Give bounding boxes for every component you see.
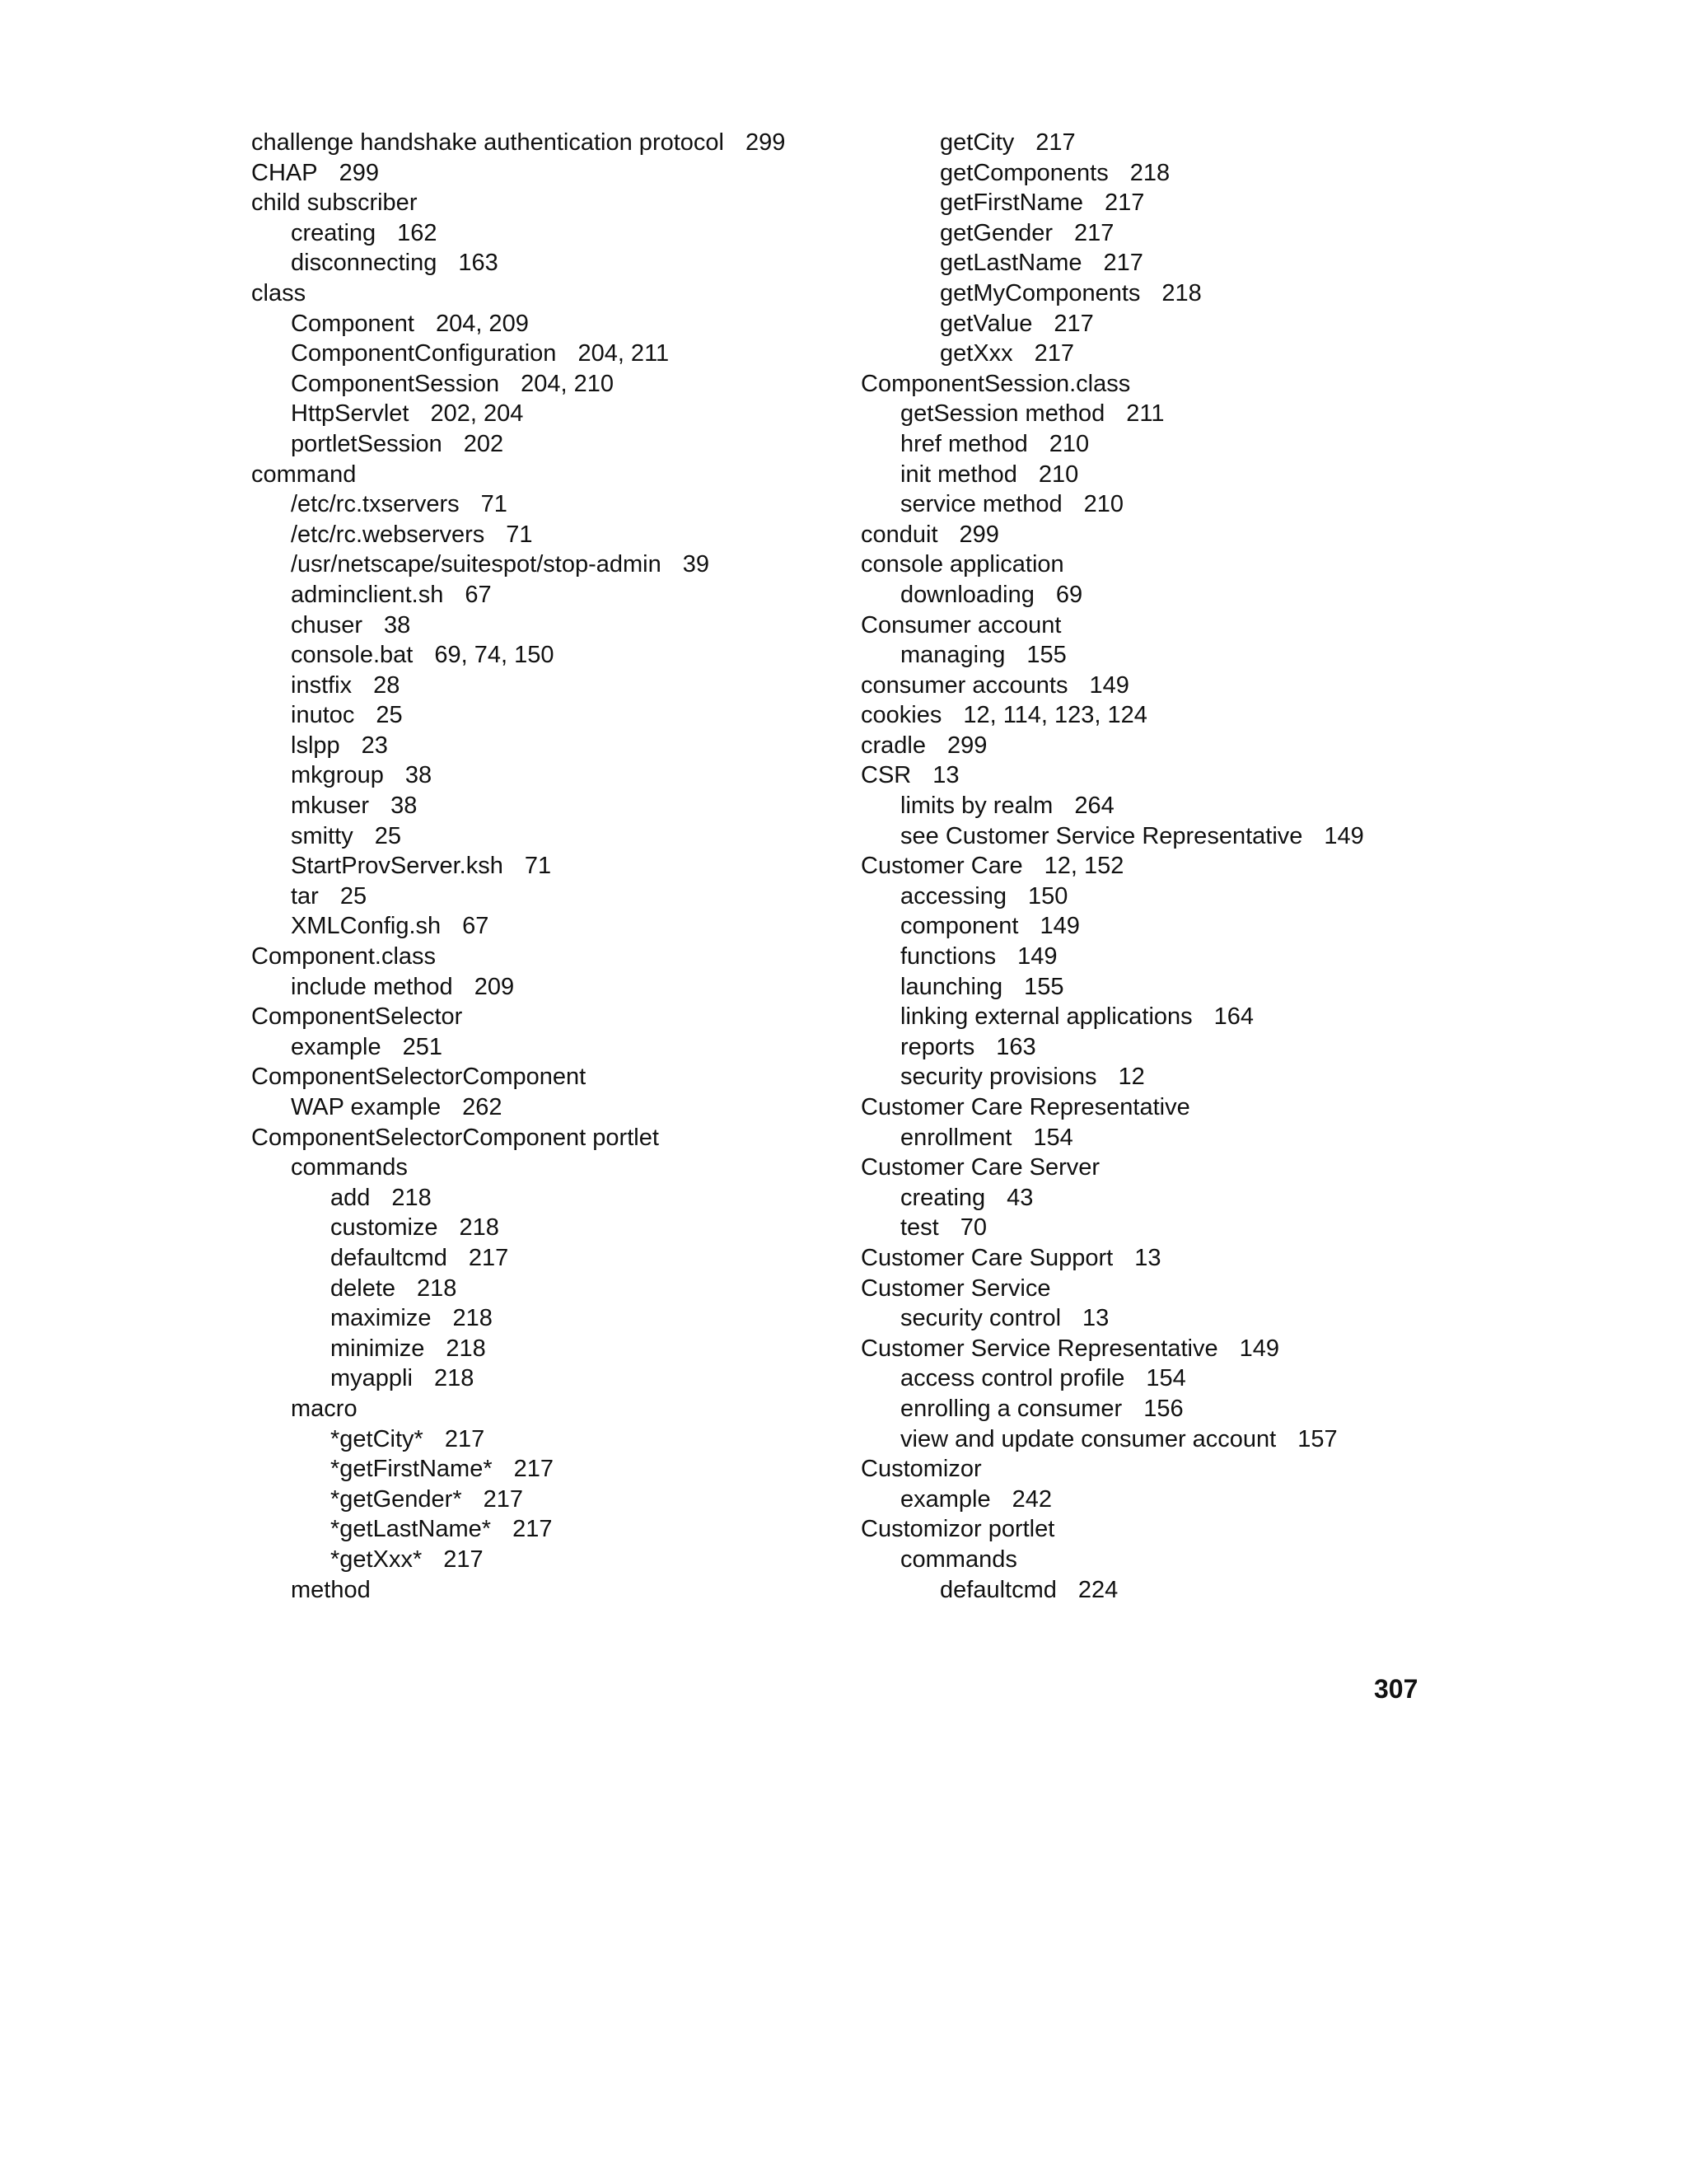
index-entry <box>251 1092 844 1123</box>
index-page-refs: 149 <box>1324 822 1364 849</box>
index-entry <box>861 128 1454 158</box>
index-entry <box>861 1213 1454 1243</box>
index-page-refs: 251 <box>402 1033 443 1060</box>
index-term: ComponentSelectorComponent portlet <box>251 1124 659 1151</box>
index-term: *getCity* <box>330 1425 423 1452</box>
index-page-refs: 149 <box>1017 943 1058 970</box>
index-page-refs: 210 <box>1038 461 1079 488</box>
index-term: Customer Care Representative <box>861 1094 1190 1120</box>
index-page-refs: 217 <box>1074 219 1115 246</box>
index-term: security provisions <box>900 1064 1097 1091</box>
index-page-refs: 217 <box>1105 189 1145 217</box>
index-entry <box>251 791 844 821</box>
index-page-refs: 299 <box>339 159 379 186</box>
index-term: consumer accounts <box>861 671 1068 699</box>
index-entry <box>861 882 1454 912</box>
index-term: href method <box>900 430 1028 457</box>
index-term: challenge handshake authentication protocol <box>251 129 724 156</box>
index-term: ComponentSession.class <box>861 370 1131 397</box>
index-term: component <box>900 913 1019 940</box>
index-term: portletSession <box>291 430 442 457</box>
index-page-refs: 264 <box>1074 793 1115 820</box>
index-page-refs: 217 <box>443 1546 484 1573</box>
index-term: lslpp <box>291 732 340 759</box>
index-page-refs: 155 <box>1026 642 1067 669</box>
index-page-refs: 23 <box>361 732 388 759</box>
index-entry <box>251 1485 844 1515</box>
index-term: Customizor portlet <box>861 1516 1055 1543</box>
index-entry <box>861 309 1454 339</box>
index-page-refs: 204, 209 <box>435 310 529 337</box>
index-page-refs: 217 <box>1054 310 1094 337</box>
index-entry <box>251 1334 844 1364</box>
index-page-refs: 210 <box>1083 491 1124 518</box>
index-entry <box>251 1062 844 1092</box>
index-term: include method <box>291 973 453 1000</box>
index-term: managing <box>900 642 1006 669</box>
index-page-refs: 67 <box>465 581 492 608</box>
index-entry <box>861 218 1454 249</box>
index-entry <box>251 1363 844 1394</box>
index-term: macro <box>291 1395 357 1422</box>
index-term: Component.class <box>251 943 437 970</box>
index-entry <box>861 942 1454 972</box>
index-page-refs: 43 <box>1007 1184 1034 1211</box>
index-entry <box>861 369 1454 400</box>
index-entry <box>861 1424 1454 1455</box>
index-entry <box>251 942 844 972</box>
index-entry <box>861 1243 1454 1274</box>
index-entry <box>861 520 1454 550</box>
index-page-refs: 299 <box>947 732 988 759</box>
index-entry <box>861 1183 1454 1214</box>
index-entry <box>861 248 1454 278</box>
index-entry <box>861 1363 1454 1394</box>
index-term: method <box>291 1576 371 1603</box>
index-term: mkgroup <box>291 762 384 789</box>
index-entry <box>861 731 1454 761</box>
index-entry <box>861 339 1454 369</box>
index-page-refs: 163 <box>458 250 498 277</box>
index-term: inutoc <box>291 702 355 729</box>
index-term: WAP example <box>291 1094 442 1120</box>
index-entry <box>251 248 844 278</box>
index-term: XMLConfig.sh <box>291 913 442 940</box>
index-term: enrollment <box>900 1124 1012 1151</box>
index-entry <box>861 580 1454 610</box>
index-entry <box>251 369 844 400</box>
index-entry <box>251 460 844 490</box>
index-term: cradle <box>861 732 926 759</box>
index-entry <box>251 309 844 339</box>
index-entry <box>251 1424 844 1455</box>
index-page-refs: 39 <box>682 551 710 578</box>
index-term: test <box>900 1214 939 1242</box>
index-term: access control profile <box>900 1365 1125 1392</box>
index-term: customize <box>330 1214 438 1242</box>
index-page-refs: 202 <box>463 430 504 457</box>
index-term: getComponents <box>940 159 1109 186</box>
index-term: adminclient.sh <box>291 581 444 608</box>
index-entry <box>251 882 844 912</box>
index-term: creating <box>900 1184 986 1211</box>
index-entry <box>251 399 844 429</box>
index-page-refs: 12, 152 <box>1044 853 1124 880</box>
index-entry <box>251 1123 844 1153</box>
index-term: Customer Service Representative <box>861 1335 1218 1362</box>
index-term: functions <box>900 943 997 970</box>
index-term: getFirstName <box>940 189 1084 217</box>
index-term: Customer Service <box>861 1274 1051 1302</box>
index-entry <box>251 1454 844 1485</box>
index-page-refs: 224 <box>1077 1576 1119 1603</box>
index-term: /etc/rc.webservers <box>291 521 485 548</box>
index-entry <box>861 489 1454 520</box>
index-page-refs: 204, 210 <box>521 370 614 397</box>
index-term: defaultcmd <box>330 1244 447 1271</box>
index-entry <box>251 760 844 791</box>
index-term: defaultcmd <box>940 1576 1057 1603</box>
index-entry <box>251 429 844 460</box>
index-page-refs: 204, 211 <box>577 340 670 367</box>
index-page-refs: 218 <box>1161 279 1202 306</box>
index-term: add <box>330 1184 371 1211</box>
index-entry <box>251 489 844 520</box>
index-page-refs: 217 <box>513 1456 554 1483</box>
index-page-refs: 209 <box>474 973 515 1000</box>
index-page-refs: 156 <box>1143 1395 1184 1422</box>
index-page-refs: 38 <box>384 611 411 638</box>
index-term: downloading <box>900 581 1035 608</box>
index-entry <box>251 1575 844 1606</box>
index-term: /etc/rc.txservers <box>291 491 460 518</box>
index-entry <box>861 1454 1454 1485</box>
index-term: enrolling a consumer <box>900 1395 1123 1422</box>
index-term: view and update consumer account <box>900 1425 1277 1452</box>
index-entry <box>861 278 1454 309</box>
index-term: commands <box>291 1154 408 1181</box>
index-page-refs: 71 <box>524 853 552 880</box>
index-page-refs: 299 <box>745 129 786 156</box>
index-term: tar <box>291 882 319 910</box>
index-term: console.bat <box>291 642 414 669</box>
index-term: myappli <box>330 1365 413 1392</box>
index-term: Customizor <box>861 1456 982 1483</box>
index-page-refs: 38 <box>390 793 418 820</box>
index-term: instfix <box>291 671 353 699</box>
index-page-refs: 218 <box>433 1365 474 1392</box>
index-column-left <box>251 128 844 1605</box>
index-term: limits by realm <box>900 793 1054 820</box>
index-entry <box>861 821 1454 852</box>
index-term: StartProvServer.ksh <box>291 853 503 880</box>
index-entry <box>861 429 1454 460</box>
index-entry <box>861 1032 1454 1063</box>
index-entry <box>861 1062 1454 1092</box>
index-term: *getFirstName* <box>330 1456 493 1483</box>
index-page-refs: 218 <box>391 1184 432 1211</box>
index-term: launching <box>900 973 1003 1000</box>
index-entry <box>251 821 844 852</box>
index-term: CHAP <box>251 159 318 186</box>
index-page-refs: 218 <box>1129 159 1171 186</box>
index-term: init method <box>900 461 1017 488</box>
index-page-refs: 149 <box>1239 1335 1279 1362</box>
index-term: *getLastName* <box>330 1516 492 1543</box>
index-page-refs: 157 <box>1297 1425 1338 1452</box>
index-term: class <box>251 279 306 306</box>
index-term: getLastName <box>940 250 1082 277</box>
index-page-refs: 25 <box>339 882 367 910</box>
index-term: HttpServlet <box>291 400 409 428</box>
index-entry <box>251 700 844 731</box>
index-entry <box>251 1153 844 1183</box>
index-term: getMyComponents <box>940 279 1141 306</box>
index-page-refs: 217 <box>444 1425 485 1452</box>
index-term: cookies <box>861 702 942 729</box>
index-term: getGender <box>940 219 1054 246</box>
index-term: see Customer Service Representative <box>900 822 1303 849</box>
index-entry <box>251 671 844 701</box>
index-page-refs: 217 <box>512 1516 553 1543</box>
index-page-refs: 217 <box>1035 129 1076 156</box>
index-term: Customer Care Support <box>861 1244 1114 1271</box>
index-term: commands <box>900 1546 1017 1573</box>
index-page-refs: 218 <box>417 1274 457 1302</box>
index-entry <box>861 1514 1454 1545</box>
index-term: command <box>251 461 357 488</box>
index-page-refs: 38 <box>404 762 432 789</box>
index-page-refs: 262 <box>462 1094 502 1120</box>
index-entry <box>251 911 844 942</box>
index-page-refs: 12 <box>1118 1064 1145 1091</box>
index-entry <box>251 1002 844 1032</box>
index-entry <box>251 610 844 641</box>
index-page-refs: 211 <box>1126 400 1165 428</box>
index-term: console application <box>861 551 1064 578</box>
index-term: reports <box>900 1033 975 1060</box>
index-entry <box>861 1274 1454 1304</box>
index-entry <box>251 1394 844 1424</box>
index-term: ComponentSelectorComponent <box>251 1064 586 1091</box>
index-entry <box>861 700 1454 731</box>
index-term: getSession method <box>900 400 1105 428</box>
index-page-refs: 13 <box>1082 1305 1110 1332</box>
index-entry <box>251 731 844 761</box>
index-entry <box>251 580 844 610</box>
index-term: Consumer account <box>861 611 1062 638</box>
index-page-refs: 71 <box>506 521 533 548</box>
index-term: security control <box>900 1305 1062 1332</box>
index-page-refs: 202, 204 <box>430 400 524 428</box>
index-term: creating <box>291 219 376 246</box>
index-page-refs: 70 <box>960 1214 988 1242</box>
index-page-refs: 242 <box>1012 1485 1053 1513</box>
index-page-refs: 13 <box>932 762 960 789</box>
index-term: accessing <box>900 882 1007 910</box>
index-term: Customer Care <box>861 853 1023 880</box>
index-entry <box>861 1002 1454 1032</box>
index-page-refs: 162 <box>397 219 437 246</box>
index-page-refs: 218 <box>446 1335 486 1362</box>
index-page-refs: 299 <box>959 521 999 548</box>
index-entry <box>251 339 844 369</box>
index-term: CSR <box>861 762 912 789</box>
index-entry <box>861 1334 1454 1364</box>
index-page-refs: 154 <box>1146 1365 1186 1392</box>
index-entry <box>861 671 1454 701</box>
index-entry <box>861 1123 1454 1153</box>
index-page-refs: 217 <box>468 1244 509 1271</box>
index-entry <box>861 1153 1454 1183</box>
index-term: maximize <box>330 1305 432 1332</box>
index-entry <box>861 851 1454 882</box>
index-term: getXxx <box>940 340 1013 367</box>
index-entry <box>251 128 844 158</box>
index-page-refs: 25 <box>374 822 401 849</box>
index-page-refs: 28 <box>373 671 400 699</box>
index-entry <box>861 640 1454 671</box>
index-page-refs: 12, 114, 123, 124 <box>963 702 1147 729</box>
index-page-refs: 69, 74, 150 <box>434 642 554 669</box>
index-term: service method <box>900 491 1063 518</box>
index-entry <box>251 1274 844 1304</box>
index-page-refs: 149 <box>1089 671 1129 699</box>
index-entry <box>861 1394 1454 1424</box>
index-term: example <box>900 1485 991 1513</box>
index-entry <box>251 188 844 218</box>
index-entry <box>251 1213 844 1243</box>
index-page-refs: 67 <box>462 913 489 940</box>
index-term: *getGender* <box>330 1485 462 1513</box>
index-term: /usr/netscape/suitespot/stop-admin <box>291 551 661 578</box>
index-page-refs: 217 <box>1034 340 1075 367</box>
index-term: smitty <box>291 822 353 849</box>
index-term: getValue <box>940 310 1033 337</box>
index-entry <box>861 1303 1454 1334</box>
index-entry <box>251 851 844 882</box>
index-entry <box>861 460 1454 490</box>
index-page-refs: 218 <box>452 1305 493 1332</box>
index-entry <box>861 760 1454 791</box>
index-column-right <box>861 128 1454 1605</box>
index-page-refs: 13 <box>1134 1244 1161 1271</box>
index-entry <box>251 278 844 309</box>
index-term: Customer Care Server <box>861 1154 1101 1181</box>
index-term: ComponentConfiguration <box>291 340 557 367</box>
index-entry <box>861 399 1454 429</box>
index-entry <box>861 1092 1454 1123</box>
index-term: getCity <box>940 129 1015 156</box>
index-term: example <box>291 1033 381 1060</box>
index-term: chuser <box>291 611 363 638</box>
index-page-refs: 210 <box>1049 430 1090 457</box>
index-term: linking external applications <box>900 1003 1193 1031</box>
index-entry <box>251 1514 844 1545</box>
index-term: ComponentSelector <box>251 1003 463 1031</box>
index-term: ComponentSession <box>291 370 500 397</box>
index-entry <box>861 610 1454 641</box>
index-entry <box>251 1545 844 1575</box>
index-term: disconnecting <box>291 250 437 277</box>
index-page-refs: 25 <box>376 702 403 729</box>
index-entry <box>861 1485 1454 1515</box>
index-term: Component <box>291 310 414 337</box>
index-entry <box>251 520 844 550</box>
index-page-refs: 217 <box>1103 250 1143 277</box>
index-entry <box>861 791 1454 821</box>
index-term: delete <box>330 1274 396 1302</box>
index-entry <box>251 158 844 189</box>
index-entry <box>861 911 1454 942</box>
index-entry <box>251 1032 844 1063</box>
index-entry <box>251 1303 844 1334</box>
index-entry <box>861 1545 1454 1575</box>
index-entry <box>861 1575 1454 1606</box>
index-page-refs: 69 <box>1055 581 1083 608</box>
index-term: child subscriber <box>251 189 418 217</box>
index-term: *getXxx* <box>330 1546 423 1573</box>
index-page-refs: 154 <box>1033 1124 1073 1151</box>
index-entry <box>861 158 1454 189</box>
index-page-refs: 164 <box>1213 1003 1255 1031</box>
index-entry <box>861 972 1454 1003</box>
index-page-refs: 155 <box>1024 973 1064 1000</box>
index-entry <box>861 550 1454 580</box>
index-page-refs: 217 <box>483 1485 524 1513</box>
index-entry <box>251 1183 844 1214</box>
index-term: minimize <box>330 1335 425 1362</box>
index-term: mkuser <box>291 793 370 820</box>
index-term: conduit <box>861 521 938 548</box>
index-page-refs: 71 <box>480 491 507 518</box>
index-entry <box>251 218 844 249</box>
index-entry <box>861 188 1454 218</box>
index-page-refs: 218 <box>459 1214 499 1242</box>
page-number: 307 <box>1374 1674 1418 1704</box>
index-entry <box>251 550 844 580</box>
index-page-refs: 163 <box>996 1033 1036 1060</box>
index-entry <box>251 1243 844 1274</box>
index-page-refs: 150 <box>1027 882 1068 910</box>
index-entry <box>251 640 844 671</box>
index-entry <box>251 972 844 1003</box>
index-page-refs: 149 <box>1040 913 1080 940</box>
